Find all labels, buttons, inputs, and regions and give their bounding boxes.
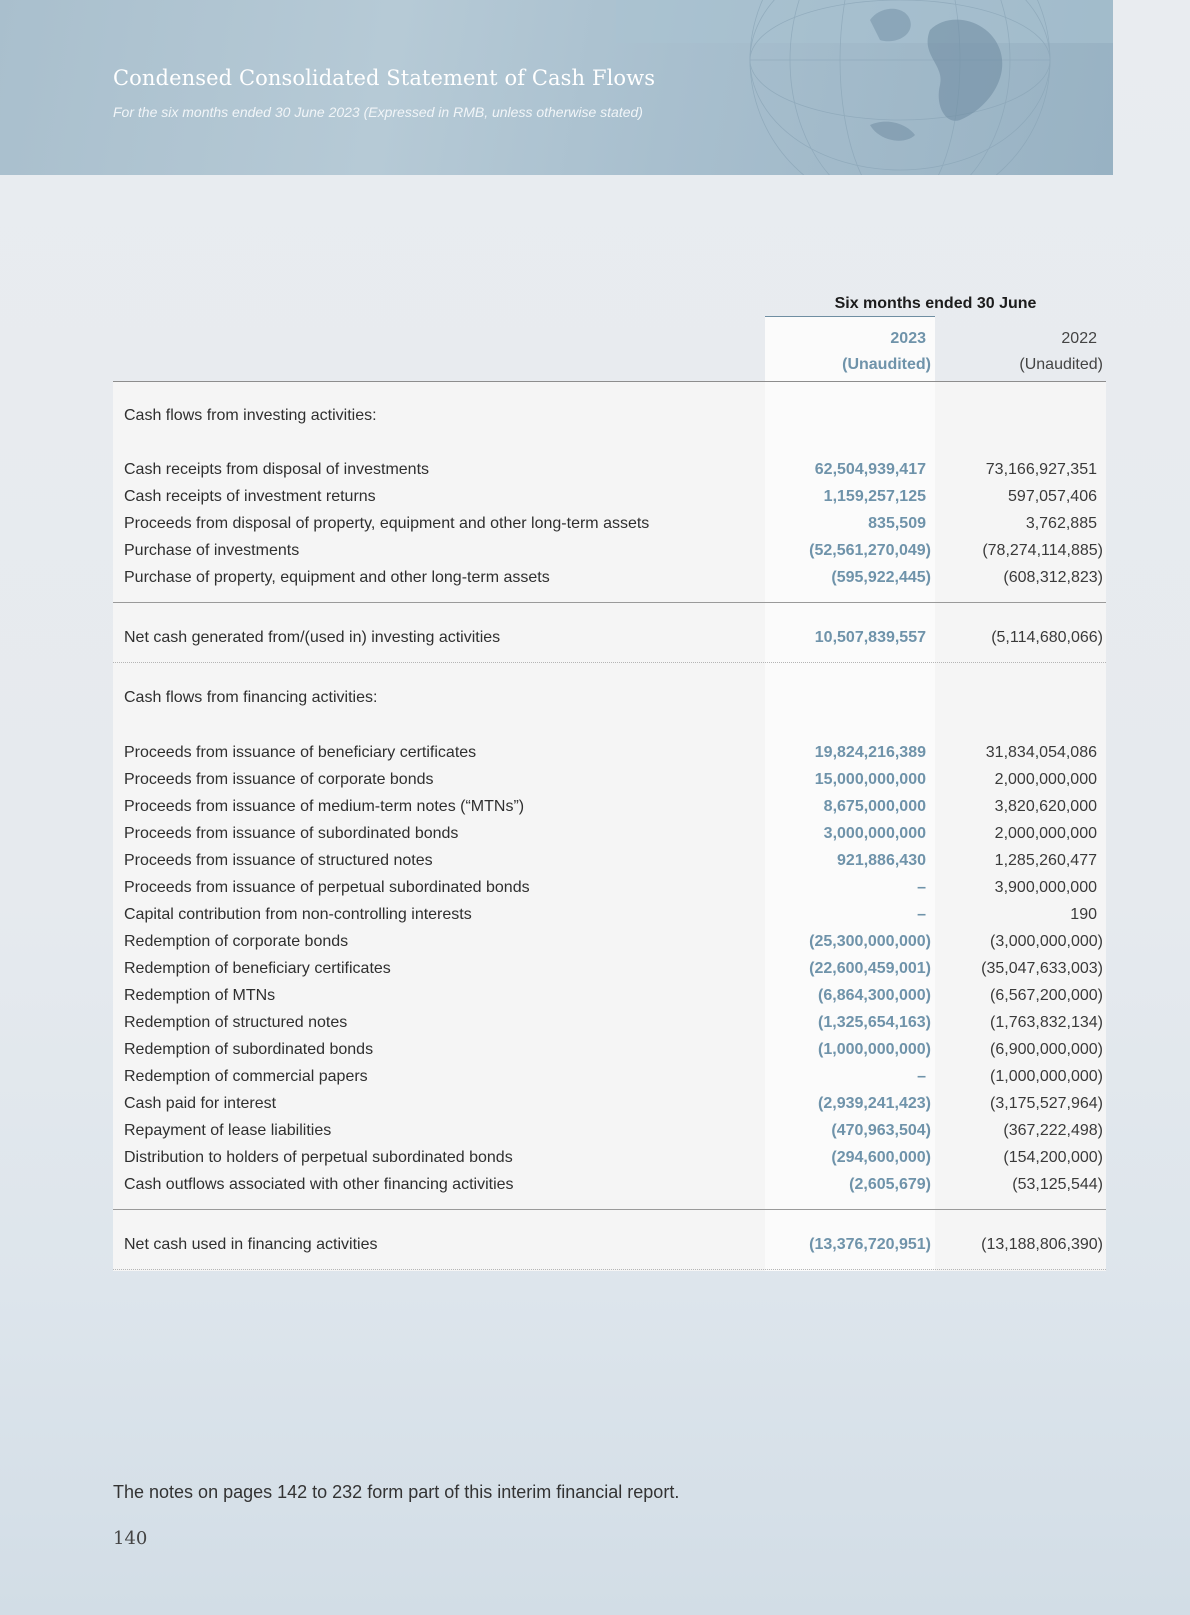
value-2023: – xyxy=(917,1068,926,1085)
value-2023: 8,675,000,000 xyxy=(823,798,926,815)
value-2022: (35,047,633,003) xyxy=(981,960,1103,977)
value-2023: 921,886,430 xyxy=(837,852,926,869)
row-label: Distribution to holders of perpetual subordinated bonds xyxy=(124,1149,513,1166)
table-row xyxy=(113,537,1106,564)
row-label: Proceeds from issuance of corporate bonds xyxy=(124,771,434,788)
audit-status-2022: (Unaudited) xyxy=(1019,356,1103,373)
header-divider xyxy=(113,381,1106,382)
value-2023: (1,325,654,163) xyxy=(818,1014,931,1031)
value-2022: 3,820,620,000 xyxy=(994,798,1097,815)
value-2022: (6,900,000,000) xyxy=(990,1041,1103,1058)
row-label: Net cash used in financing activities xyxy=(124,1236,378,1253)
row-label: Purchase of property, equipment and other long-term assets xyxy=(124,569,550,586)
row-label: Redemption of MTNs xyxy=(124,987,276,1004)
row-label: Cash receipts from disposal of investments xyxy=(124,461,430,478)
value-2022: 3,900,000,000 xyxy=(994,879,1097,896)
value-2023: 835,509 xyxy=(868,515,926,532)
header-banner xyxy=(0,0,1113,175)
value-2022: (367,222,498) xyxy=(1003,1122,1103,1139)
section-divider xyxy=(113,1269,1106,1270)
value-2022: (3,000,000,000) xyxy=(990,933,1103,950)
subtotal-divider xyxy=(113,602,1106,603)
cash-flow-table xyxy=(113,290,1106,1271)
audit-status-2023: (Unaudited) xyxy=(842,356,931,373)
value-2023: (470,963,504) xyxy=(831,1122,931,1139)
value-2022: (6,567,200,000) xyxy=(990,987,1103,1004)
value-2023: (595,922,445) xyxy=(831,569,931,586)
year-2022-header: 2022 xyxy=(1061,330,1097,347)
value-2023: 1,159,257,125 xyxy=(823,488,926,505)
row-label: Proceeds from issuance of structured notes xyxy=(124,852,433,869)
value-2023: (294,600,000) xyxy=(831,1149,931,1166)
value-2022: 2,000,000,000 xyxy=(994,825,1097,842)
row-label: Redemption of structured notes xyxy=(124,1014,348,1031)
table-row xyxy=(113,1063,1106,1090)
row-label: Capital contribution from non-controlling interests xyxy=(124,906,472,923)
value-2022: 190 xyxy=(1070,906,1097,923)
table-row xyxy=(113,739,1106,766)
table-row xyxy=(113,1171,1106,1198)
page-title: Condensed Consolidated Statement of Cash Flows xyxy=(113,66,656,90)
value-2023: (52,561,270,049) xyxy=(809,542,931,559)
value-2023: 62,504,939,417 xyxy=(814,461,926,478)
total-row xyxy=(113,624,1106,651)
year-2023-header: 2023 xyxy=(890,330,926,347)
value-2022: (608,312,823) xyxy=(1003,569,1103,586)
table-row xyxy=(113,901,1106,928)
table-row xyxy=(113,456,1106,483)
table-row xyxy=(113,510,1106,537)
value-2023: (6,864,300,000) xyxy=(818,987,931,1004)
table-row xyxy=(113,1036,1106,1063)
value-2023: 10,507,839,557 xyxy=(814,629,926,646)
table-row xyxy=(113,955,1106,982)
period-underline xyxy=(765,316,935,317)
table-row xyxy=(113,793,1106,820)
row-label: Repayment of lease liabilities xyxy=(124,1122,332,1139)
footnote: The notes on pages 142 to 232 form part of this interim financial report. xyxy=(113,1482,680,1502)
value-2022: 1,285,260,477 xyxy=(994,852,1097,869)
row-label: Redemption of commercial papers xyxy=(124,1068,368,1085)
value-2023: 3,000,000,000 xyxy=(823,825,926,842)
table-row xyxy=(113,874,1106,901)
table-row xyxy=(113,1009,1106,1036)
row-label: Redemption of corporate bonds xyxy=(124,933,349,950)
total-row xyxy=(113,1231,1106,1258)
row-label: Redemption of subordinated bonds xyxy=(124,1041,374,1058)
table-row xyxy=(113,483,1106,510)
value-2022: (3,175,527,964) xyxy=(990,1095,1103,1112)
value-2022: 73,166,927,351 xyxy=(985,461,1097,478)
value-2023: (22,600,459,001) xyxy=(809,960,931,977)
value-2022: 3,762,885 xyxy=(1025,515,1097,532)
value-2023: 19,824,216,389 xyxy=(814,744,926,761)
value-2023: (2,605,679) xyxy=(849,1176,931,1193)
value-2023: (25,300,000,000) xyxy=(809,933,931,950)
row-label: Cash receipts of investment returns xyxy=(124,488,376,505)
value-2023: – xyxy=(917,906,926,923)
row-label: Proceeds from issuance of perpetual subordinated bonds xyxy=(124,879,530,896)
table-row xyxy=(113,1144,1106,1171)
value-2022: (154,200,000) xyxy=(1003,1149,1103,1166)
table-row xyxy=(113,847,1106,874)
value-2022: (1,763,832,134) xyxy=(990,1014,1103,1031)
value-2022: (1,000,000,000) xyxy=(990,1068,1103,1085)
value-2022: 2,000,000,000 xyxy=(994,771,1097,788)
value-2023: (1,000,000,000) xyxy=(818,1041,931,1058)
row-label: Proceeds from issuance of subordinated bonds xyxy=(124,825,459,842)
value-2022: (53,125,544) xyxy=(1012,1176,1103,1193)
row-label: Cash paid for interest xyxy=(124,1095,277,1112)
value-2023: (13,376,720,951) xyxy=(809,1236,931,1253)
row-label: Redemption of beneficiary certificates xyxy=(124,960,391,977)
row-label: Proceeds from disposal of property, equipment and other long-term assets xyxy=(124,515,650,532)
value-2023: 15,000,000,000 xyxy=(814,771,926,788)
page-subtitle: For the six months ended 30 June 2023 (Expressed in RMB, unless otherwise stated) xyxy=(113,104,643,120)
subtotal-divider xyxy=(113,1209,1106,1210)
investing-section-heading: Cash flows from investing activities: xyxy=(124,407,377,424)
value-2022: 31,834,054,086 xyxy=(985,744,1097,761)
section-divider xyxy=(113,662,1106,663)
table-row xyxy=(113,820,1106,847)
table-row xyxy=(113,982,1106,1009)
table-row xyxy=(113,766,1106,793)
page-number: 140 xyxy=(113,1528,148,1549)
value-2023: – xyxy=(917,879,926,896)
value-2022: 597,057,406 xyxy=(1008,488,1097,505)
row-label: Purchase of investments xyxy=(124,542,300,559)
table-row xyxy=(113,1117,1106,1144)
value-2023: (2,939,241,423) xyxy=(818,1095,931,1112)
table-row xyxy=(113,928,1106,955)
row-label: Proceeds from issuance of beneficiary certificates xyxy=(124,744,477,761)
table-row xyxy=(113,564,1106,591)
row-label: Net cash generated from/(used in) investing activities xyxy=(124,629,501,646)
period-heading: Six months ended 30 June xyxy=(834,295,1037,312)
row-label: Cash outflows associated with other financing activities xyxy=(124,1176,514,1193)
financing-section-heading: Cash flows from financing activities: xyxy=(124,689,378,706)
value-2022: (13,188,806,390) xyxy=(981,1236,1103,1253)
value-2022: (5,114,680,066) xyxy=(991,629,1103,646)
value-2022: (78,274,114,885) xyxy=(982,542,1103,559)
row-label: Proceeds from issuance of medium-term notes (“MTNs”) xyxy=(124,798,525,815)
table-row xyxy=(113,1090,1106,1117)
